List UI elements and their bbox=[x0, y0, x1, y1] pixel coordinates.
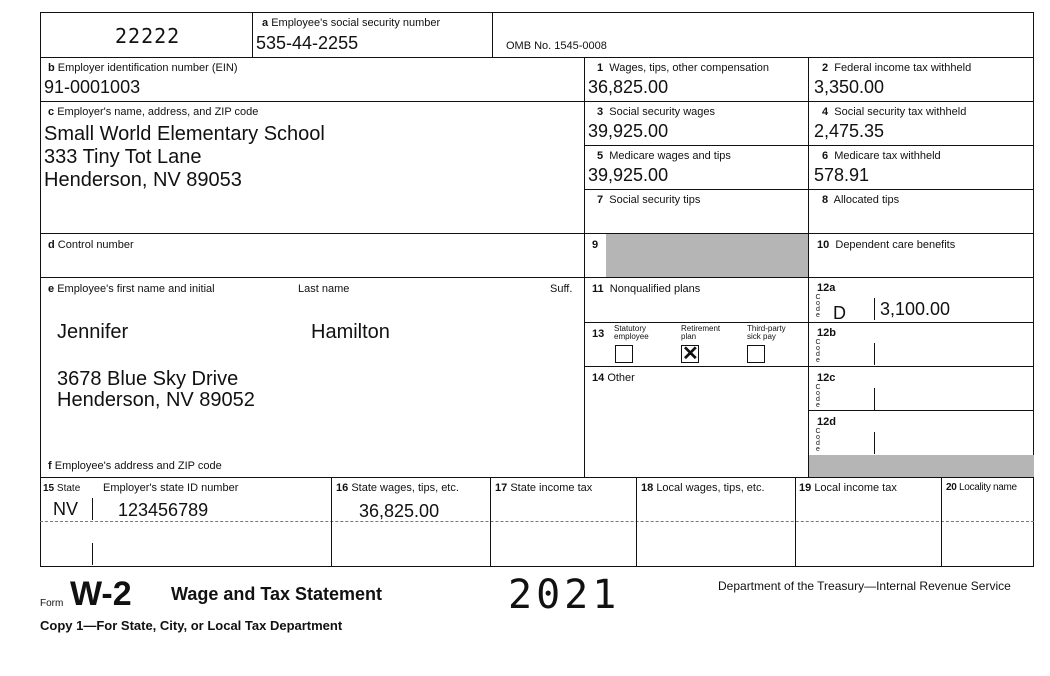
box12-shading bbox=[809, 455, 1034, 477]
statutory-label: Statutory employee bbox=[614, 324, 649, 341]
retirement-label: Retirement plan bbox=[681, 324, 721, 341]
control-code: 22222 bbox=[115, 24, 181, 48]
employer-street[interactable]: 333 Tiny Tot Lane bbox=[44, 146, 202, 168]
box5-medicare-wages[interactable]: 39,925.00 bbox=[588, 165, 669, 185]
box19-label: 19 Local income tax bbox=[799, 482, 897, 494]
thirdparty-label: Third-party sick pay bbox=[747, 324, 786, 341]
grid-line bbox=[808, 57, 809, 477]
box12d-divider bbox=[874, 432, 875, 454]
omb-number: OMB No. 1545-0008 bbox=[506, 40, 607, 52]
box6-medicare-tax[interactable]: 578.91 bbox=[814, 165, 870, 185]
code-label-12b: C o d e bbox=[815, 339, 821, 364]
employee-ssn[interactable]: 535-44-2255 bbox=[256, 33, 359, 53]
grid-line bbox=[584, 101, 1034, 102]
copy-designation: Copy 1—For State, City, or Local Tax Department bbox=[40, 618, 343, 633]
last-name-label: Last name bbox=[298, 283, 350, 295]
grid-line bbox=[584, 322, 1034, 323]
box10-label: 10 Dependent care benefits bbox=[817, 239, 956, 251]
employee-last-name[interactable]: Hamilton bbox=[311, 321, 390, 343]
box17-label: 17 State income tax bbox=[495, 482, 593, 494]
box18-label: 18 Local wages, tips, etc. bbox=[641, 482, 765, 494]
box14-label: 14 Other bbox=[592, 372, 635, 384]
grid-line bbox=[40, 57, 1034, 58]
box12b-divider bbox=[874, 343, 875, 365]
grid-line bbox=[40, 277, 1034, 278]
grid-line bbox=[808, 410, 1034, 411]
employer-city[interactable]: Henderson, NV 89053 bbox=[44, 169, 242, 191]
grid-line bbox=[252, 12, 253, 57]
statutory-employee-checkbox[interactable] bbox=[615, 345, 633, 363]
checkmark-x-icon: ✕ bbox=[682, 343, 699, 365]
box9-shading bbox=[606, 234, 808, 277]
box16-label: 16 State wages, tips, etc. bbox=[336, 482, 459, 494]
grid-line bbox=[40, 477, 1034, 478]
box4-label: 4 Social security tax withheld bbox=[822, 106, 967, 118]
box13-label: 13 bbox=[592, 328, 605, 340]
grid-line bbox=[584, 366, 1034, 367]
grid-line bbox=[492, 12, 493, 57]
code-label-12c: C o d e bbox=[815, 384, 821, 409]
box-f-label: f Employee's address and ZIP code bbox=[48, 460, 222, 472]
box15-id-label: Employer's state ID number bbox=[103, 482, 239, 494]
box2-label: 2 Federal income tax withheld bbox=[822, 62, 972, 74]
box16-state-wages[interactable]: 36,825.00 bbox=[359, 501, 440, 521]
state-code[interactable]: NV bbox=[53, 499, 79, 519]
form-word: Form bbox=[40, 598, 64, 609]
box7-label: 7 Social security tips bbox=[597, 194, 701, 206]
grid-line bbox=[92, 498, 93, 520]
box1-wages[interactable]: 36,825.00 bbox=[588, 77, 669, 97]
tax-year: 2021 bbox=[508, 572, 621, 618]
suffix-label: Suff. bbox=[550, 283, 573, 295]
grid-line bbox=[941, 477, 942, 567]
grid-line bbox=[331, 477, 332, 567]
grid-line bbox=[92, 543, 93, 565]
box2-federal-tax[interactable]: 3,350.00 bbox=[814, 77, 885, 97]
box-c-label: c Employer's name, address, and ZIP code bbox=[48, 106, 259, 118]
grid-line bbox=[584, 189, 1034, 190]
thirdparty-sickpay-checkbox[interactable] bbox=[747, 345, 765, 363]
code-label-12a: C o d e bbox=[815, 294, 821, 319]
code-label-12d: C o d e bbox=[815, 428, 821, 453]
grid-line bbox=[584, 145, 1034, 146]
box12a-divider bbox=[874, 298, 875, 320]
grid-line bbox=[584, 57, 585, 477]
box1-label: 1 Wages, tips, other compensation bbox=[597, 62, 770, 74]
box8-label: 8 Allocated tips bbox=[822, 194, 900, 206]
employer-state-id[interactable]: 123456789 bbox=[118, 500, 209, 520]
box-b-label: b Employer identification number (EIN) bbox=[48, 62, 238, 74]
box15-label: 15 State bbox=[43, 483, 81, 494]
box20-label: 20 Locality name bbox=[946, 482, 1017, 493]
box12a-label: 12a bbox=[817, 282, 836, 294]
employee-city[interactable]: Henderson, NV 89052 bbox=[57, 389, 255, 411]
treasury-dept: Department of the Treasury—Internal Revenue Service bbox=[718, 579, 1011, 593]
box12c-divider bbox=[874, 388, 875, 410]
retirement-plan-checkbox[interactable] bbox=[681, 345, 699, 363]
grid-line bbox=[490, 477, 491, 567]
grid-line bbox=[40, 101, 584, 102]
box12d-label: 12d bbox=[817, 416, 836, 428]
box-a-label: a Employee's social security number bbox=[262, 17, 441, 29]
employer-name[interactable]: Small World Elementary School bbox=[44, 123, 325, 145]
box11-label: 11 Nonqualified plans bbox=[592, 283, 701, 295]
employee-first-name[interactable]: Jennifer bbox=[57, 321, 129, 343]
grid-line bbox=[636, 477, 637, 567]
box-e-label: e Employee's first name and initial bbox=[48, 283, 215, 295]
employee-street[interactable]: 3678 Blue Sky Drive bbox=[57, 368, 239, 390]
grid-line bbox=[795, 477, 796, 567]
box4-ss-tax[interactable]: 2,475.35 bbox=[814, 121, 885, 141]
employer-ein[interactable]: 91-0001003 bbox=[44, 77, 141, 97]
grid-dashed-line bbox=[40, 521, 1034, 522]
box12a-amount[interactable]: 3,100.00 bbox=[880, 299, 951, 319]
box12c-label: 12c bbox=[817, 372, 836, 384]
form-title: Wage and Tax Statement bbox=[171, 584, 383, 604]
box9-label: 9 bbox=[592, 239, 599, 251]
box12a-code[interactable]: D bbox=[833, 303, 846, 323]
box3-label: 3 Social security wages bbox=[597, 106, 716, 118]
box3-ss-wages[interactable]: 39,925.00 bbox=[588, 121, 669, 141]
grid-line bbox=[40, 233, 1034, 234]
box-d-label: d Control number bbox=[48, 239, 134, 251]
box12b-label: 12b bbox=[817, 327, 836, 339]
form-name: W-2 bbox=[70, 575, 132, 613]
box5-label: 5 Medicare wages and tips bbox=[597, 150, 731, 162]
box6-label: 6 Medicare tax withheld bbox=[822, 150, 941, 162]
